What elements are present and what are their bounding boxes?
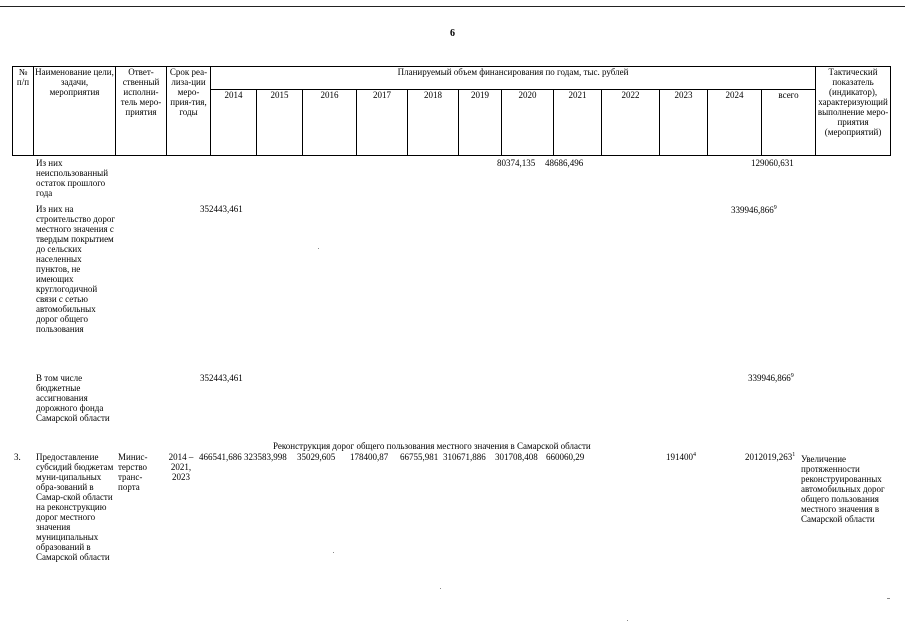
header-year: 2023 <box>660 90 708 156</box>
header-year: 2022 <box>602 90 660 156</box>
cell-value: 191400$^4$ <box>666 452 696 462</box>
row-name: Предоставление субсидий бюджетам муни-ципальных обра-зований в Самар-ской области на реконструкцию дорог местного значения муниципальных образований в Самарской области <box>36 452 114 562</box>
header-indicator: Тактический показатель (индикатор), характеризующий выполнение меро-приятия (мероприятий) <box>816 67 891 156</box>
header-year: 2017 <box>357 90 408 156</box>
cell-value: 352443,461 <box>200 204 243 214</box>
page-number: 6 <box>450 28 455 39</box>
row-name: В том числе бюджетные ассигнования дорожного фонда Самарской области <box>36 373 110 423</box>
header-year: 2016 <box>303 90 357 156</box>
cell-total: 2012019,263$^1$ <box>745 452 796 462</box>
page-top-rule <box>0 6 905 7</box>
header-year: 2020 <box>502 90 554 156</box>
scan-speck <box>627 620 628 621</box>
row-indicator: Увеличение протяженности реконструированных автомобильных дорог общего пользования местного значения в Самарской области <box>801 454 885 524</box>
header-num: № п/п <box>13 67 34 156</box>
row-number: 3. <box>14 452 21 462</box>
cell-value: 301708,408 <box>495 452 538 462</box>
scan-speck <box>440 588 441 589</box>
header-year: 2019 <box>459 90 502 156</box>
cell-total: 339946,866$^9$ <box>748 373 794 383</box>
header-responsible: Ответ-ственный исполни-тель меро-приятия <box>116 67 167 156</box>
row-name: Из них неиспользованный остаток прошлого года <box>36 158 109 198</box>
cell-total: 339946,866$^9$ <box>731 205 777 215</box>
section-title: Реконструкция дорог общего пользования местного значения в Самарской области <box>273 441 591 451</box>
header-year: 2014 <box>211 90 257 156</box>
row-term: 2014 – 2021, 2023 <box>168 452 194 482</box>
scan-speck <box>333 552 334 553</box>
cell-value: 660060,29 <box>546 452 585 462</box>
cell-value: 178400,87 <box>350 452 389 462</box>
cell-value: 48686,496 <box>545 158 584 168</box>
cell-value: 35029,605 <box>297 452 336 462</box>
header-year: 2018 <box>408 90 459 156</box>
cell-value: 352443,461 <box>200 373 243 383</box>
header-name: Наименование цели, задачи, мероприятия <box>34 67 116 156</box>
cell-value: 466541,686 <box>199 452 242 462</box>
header-year: 2021 <box>554 90 602 156</box>
cell-total: 129060,631 <box>751 158 794 168</box>
cell-value: 310671,886 <box>443 452 486 462</box>
scan-speck <box>887 598 890 599</box>
cell-value: 323583,998 <box>244 452 287 462</box>
scan-speck <box>318 248 319 249</box>
row-name: Из них на строительство дорог местного значения с твердым покрытием до сельских населенных пунктов, не имеющих круглогодичной связи с сетью автомобильных дорог общего пользования <box>36 204 116 334</box>
cell-value: 66755,981 <box>400 452 439 462</box>
header-planned-financing: Планируемый объем финансирования по годам, тыс. рублей <box>211 67 816 90</box>
cell-value: 80374,135 <box>497 158 536 168</box>
table-header <box>12 66 891 156</box>
row-responsible: Минис-терство транс-порта <box>118 452 148 492</box>
header-term: Срок реа-лиза-ции меро-прия-тия, годы <box>167 67 211 156</box>
header-year: 2024 <box>708 90 762 156</box>
header-total: всего <box>762 90 816 156</box>
header-year: 2015 <box>257 90 303 156</box>
